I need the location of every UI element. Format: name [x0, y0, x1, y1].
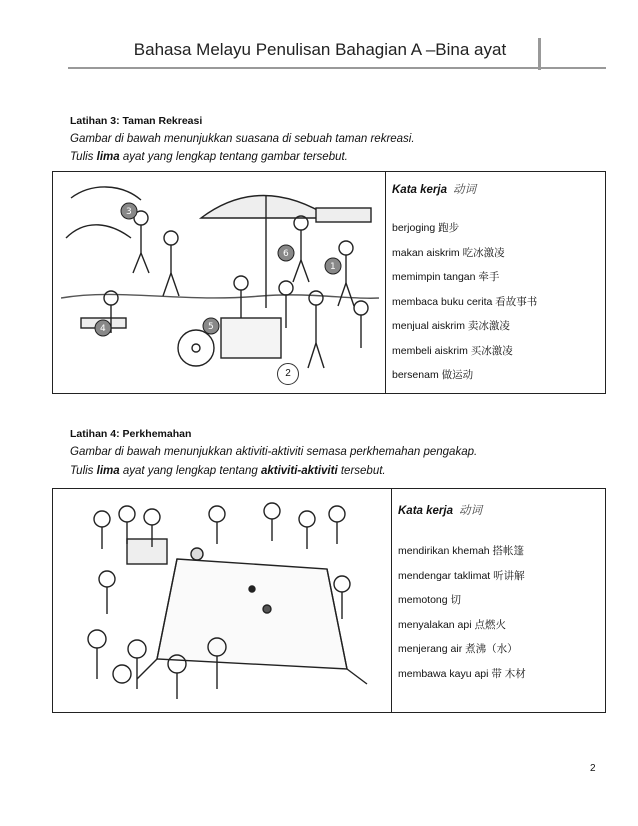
svg-text:3: 3: [126, 207, 132, 217]
section4-box: [52, 488, 606, 713]
verb-item: makan aiskrim 吃冰激凌: [392, 246, 505, 259]
svg-text:1: 1: [330, 262, 336, 272]
section4-heading: Latihan 4: Perkhemahan: [70, 428, 192, 440]
section3-instruction-1: Gambar di bawah menunjukkan suasana di sebuah taman rekreasi.: [70, 133, 415, 145]
verb-item: mendirikan khemah 搭帐篷: [398, 545, 525, 557]
header-rule: [68, 67, 606, 69]
header-tick: [538, 38, 541, 70]
image-number-badge: 2: [277, 363, 299, 385]
camping-illustration: [67, 499, 385, 699]
section4-instruction-2: Tulis lima ayat yang lengkap tentang aktiviti-aktiviti tersebut.: [70, 465, 386, 477]
verb-item: memimpin tangan 牵手: [392, 271, 500, 283]
verb-item: menyalakan api 点燃火: [398, 618, 506, 631]
verb-item: menjerang air 煮沸（水）: [398, 643, 518, 655]
page-number: 2: [590, 763, 596, 774]
svg-text:5: 5: [208, 322, 214, 332]
page-title: Bahasa Melayu Penulisan Bahagian A –Bina ayat: [133, 40, 507, 59]
verb-item: mendengar taklimat 听讲解: [398, 569, 525, 582]
section4-verbs-title: Kata kerja 动词: [398, 505, 482, 517]
svg-text:4: 4: [100, 324, 106, 334]
section3-box: [52, 171, 606, 394]
verb-item: membawa kayu api 带 木材: [398, 667, 526, 680]
svg-text:6: 6: [283, 249, 289, 259]
verb-item: membeli aiskrim 买冰激凌: [392, 344, 513, 357]
verb-item: menjual aiskrim 卖冰激凌: [392, 320, 510, 332]
section4-verb-list: [398, 539, 526, 686]
section3-instruction-2: Tulis lima ayat yang lengkap tentang gambar tersebut.: [70, 151, 348, 163]
verb-item: berjoging 跑步: [392, 222, 460, 234]
section4-divider: [391, 489, 392, 712]
section3-verb-list: [392, 216, 537, 388]
verb-item: memotong 切: [398, 594, 462, 606]
section3-divider: [385, 172, 386, 393]
section4-instruction-1: Gambar di bawah menunjukkan aktiviti-aktiviti semasa perkhemahan pengakap.: [70, 446, 478, 458]
park-illustration: [61, 178, 379, 388]
verb-item: membaca buku cerita 看故事书: [392, 295, 538, 308]
verb-item: bersenam 做运动: [392, 369, 474, 381]
section3-verbs-title: Kata kerja 动词: [392, 184, 476, 196]
section3-heading: Latihan 3: Taman Rekreasi: [70, 115, 203, 127]
